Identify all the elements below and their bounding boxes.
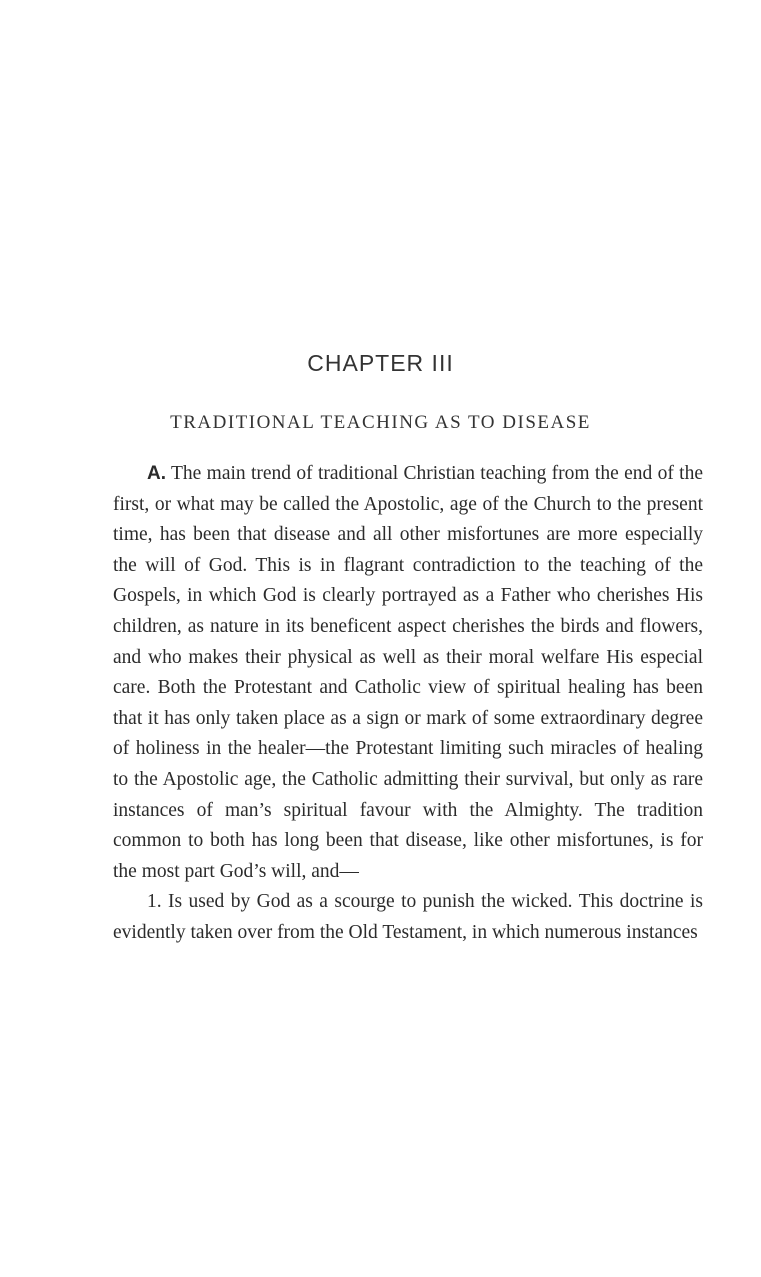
point-marker-1: 1. [147, 891, 162, 913]
body-text [113, 459, 703, 949]
chapter-heading: CHAPTER III [307, 350, 454, 376]
paragraph-a [113, 459, 703, 887]
paragraph-1-text: Is used by God as a scourge to punish the wicked. This doctrine is evidently taken over from the Old Testament, in which numerous instances [113, 891, 703, 943]
section-marker-a: A. [147, 463, 166, 484]
paragraph-a-text: The main trend of traditional Christian teaching from the end of the first, or what may be called the Apostolic, age of the Church to the present time, has been that disease and all other misfortunes are more especially the will of God. This is in flagrant contradiction to the teaching of the Gospels, in which God is clearly portrayed as a Father who cherishes His children, as nature in its beneficent aspect cherishes the birds and flowers, and who makes their physical as well as their moral welfare His especial care. Both the Protestant and Catholic view of spiritual healing has been that it has only taken place as a sign or mark of some extraordinary degree of holiness in the healer—the Protestant limiting such miracles of healing to the Apostolic age, the Catholic admitting their survival, but only as rare instances of man’s spiritual favour with the Almighty. The tradition common to both has long been that disease, like other misfortunes, is for the most part God’s will, and— [113, 463, 703, 882]
paragraph-1 [113, 887, 703, 948]
chapter-title: TRADITIONAL TEACHING AS TO DISEASE [170, 412, 591, 433]
